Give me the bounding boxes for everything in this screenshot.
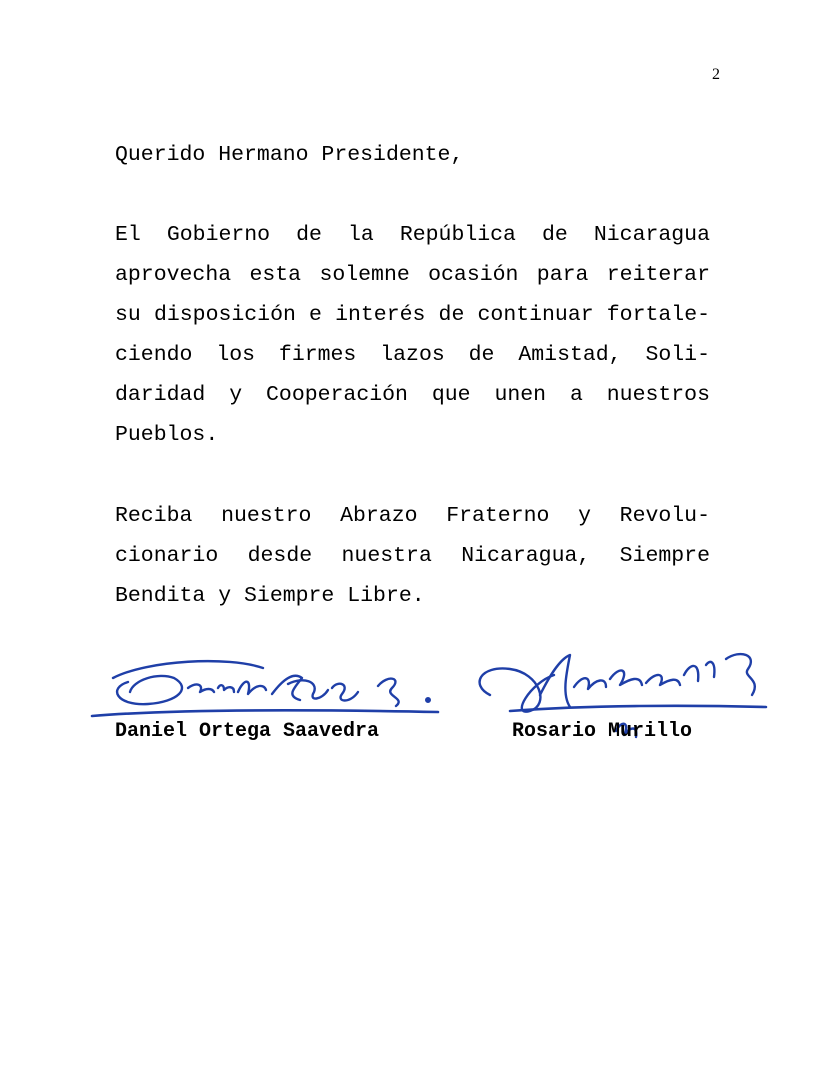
- paragraph-line: daridad y Cooperación que unen a nuestros: [115, 383, 710, 407]
- paragraph-line: su disposición e interés de continuar fortale-: [115, 303, 710, 327]
- paragraph-line: cionario desde nuestra Nicaragua, Siempre: [115, 544, 710, 568]
- signature-daniel-ortega: [88, 648, 448, 720]
- paragraph-line: Reciba nuestro Abrazo Fraterno y Revolu-: [115, 504, 710, 528]
- signatory-name-1: Daniel Ortega Saavedra: [115, 720, 380, 743]
- paragraph-line: El Gobierno de la República de Nicaragua: [115, 223, 710, 247]
- paragraph-line: ciendo los firmes lazos de Amistad, Soli-: [115, 343, 710, 367]
- signatory-name-2: Rosario Murillo: [512, 720, 693, 743]
- paragraph-line: Pueblos.: [115, 423, 219, 447]
- page-number: 2: [712, 66, 720, 83]
- paragraph-2: [115, 496, 710, 616]
- paragraph-line: Bendita y Siempre Libre.: [115, 584, 425, 608]
- paragraph-1: [115, 215, 710, 455]
- paragraph-line: aprovecha esta solemne ocasión para reiterar: [115, 263, 710, 287]
- salutation: Querido Hermano Presidente,: [115, 143, 464, 167]
